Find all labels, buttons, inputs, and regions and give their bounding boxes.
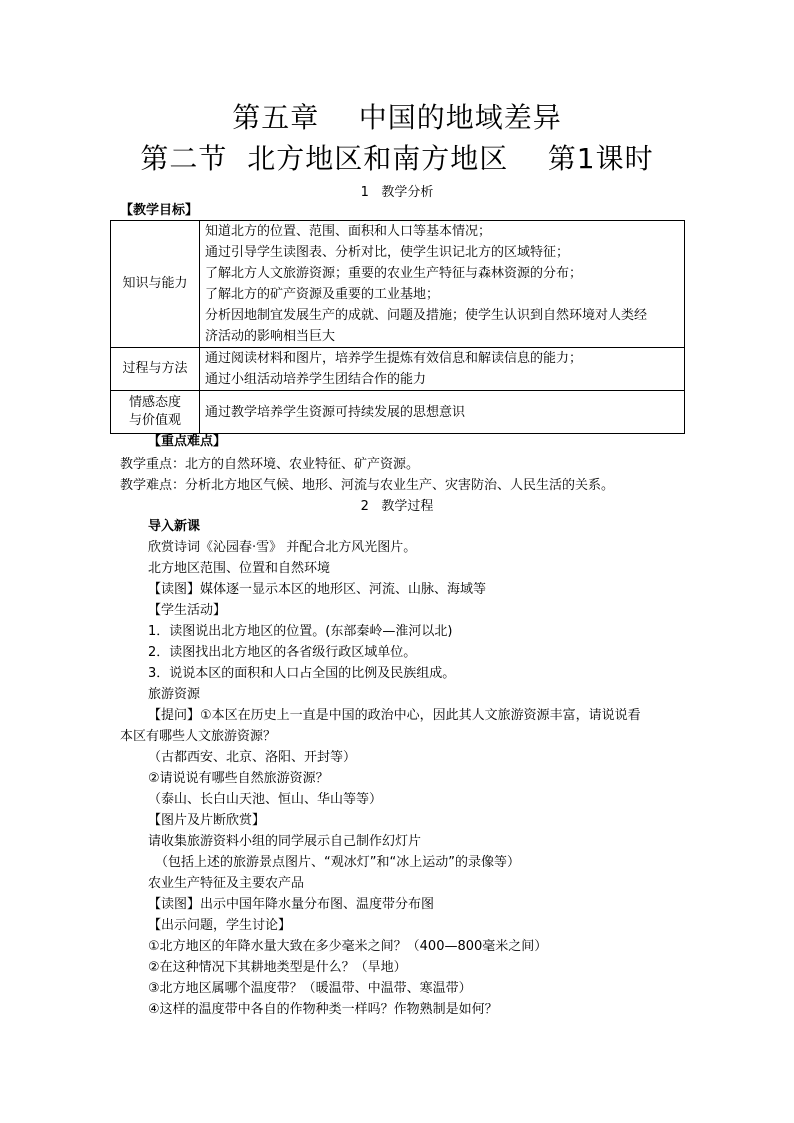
row-name-attitude: 情感态度 与价值观 bbox=[111, 391, 200, 434]
process-line: ③北方地区属哪个温度带？（暖温带、中温带、寒温带） bbox=[148, 981, 472, 996]
process-line: ④这样的温度带中各自的作物种类一样吗？作物熟制是如何？ bbox=[148, 1002, 498, 1017]
process-line: 【读图】出示中国年降水量分布图、温度带分布图 bbox=[148, 897, 435, 912]
section-title: 第二节 北方地区和南方地区 第1课时 bbox=[140, 142, 654, 175]
process-line: 北方地区范围、位置和自然环境 bbox=[148, 561, 331, 576]
list-item: 知道北方的位置、范围、面积和人口等基本情况； bbox=[205, 224, 492, 239]
list-item: 了解北方的矿产资源及重要的工业基地； bbox=[205, 287, 440, 302]
list-item: 通过阅读材料和图片，培养学生提炼有效信息和解读信息的能力； bbox=[205, 351, 583, 366]
row-content-process bbox=[200, 348, 685, 391]
teaching-focus: 教学重点：北方的自然环境、农业特征、矿产资源。 bbox=[120, 457, 420, 472]
process-line: 请收集旅游资料小组的同学展示自己制作幻灯片 bbox=[148, 834, 422, 849]
table-row bbox=[111, 221, 685, 348]
process-line: ②请说说有哪些自然旅游资源？ bbox=[148, 771, 329, 786]
row-name-knowledge: 知识与能力 bbox=[111, 221, 200, 348]
process-line: 【提问】①本区在历史上一直是中国的政治中心，因此其人文旅游资源丰富，请说说看 bbox=[148, 708, 641, 723]
list-item: 通过教学培养学生资源可持续发展的思想意识 bbox=[205, 404, 466, 420]
teaching-difficulty: 教学难点：分析北方地区气候、地形、河流与农业生产、灾害防治、人民生活的关系。 bbox=[120, 478, 615, 493]
chapter-title: 第五章 中国的地域差异 bbox=[232, 101, 562, 134]
part-heading-process: 2 教学过程 bbox=[360, 499, 434, 514]
row-content-knowledge bbox=[200, 221, 685, 348]
table-row bbox=[111, 391, 685, 434]
process-line: 旅游资源 bbox=[148, 687, 201, 702]
row-content-attitude bbox=[200, 391, 685, 434]
intro-heading: 导入新课 bbox=[148, 519, 201, 534]
process-line: 3．说说本区的面积和人口占全国的比例及民族组成。 bbox=[148, 666, 456, 681]
process-line: （古都西安、北京、洛阳、开封等） bbox=[148, 750, 357, 765]
process-line: 【读图】媒体逐一显示本区的地形区、河流、山脉、海域等 bbox=[148, 582, 487, 597]
part-heading-analysis: 1 教学分析 bbox=[360, 185, 434, 200]
list-item: 通过小组活动培养学生团结合作的能力 bbox=[205, 372, 427, 387]
table-row bbox=[111, 348, 685, 391]
process-line: 本区有哪些人文旅游资源？ bbox=[120, 729, 277, 744]
process-line: 2．读图找出北方地区的各省级行政区域单位。 bbox=[148, 645, 417, 660]
process-line: 农业生产特征及主要农产品 bbox=[148, 876, 305, 891]
objectives-label: 【教学目标】 bbox=[120, 203, 199, 218]
list-item: 通过引导学生读图表、分析对比，使学生识记北方的区域特征； bbox=[205, 245, 570, 260]
process-line: 【出示问题，学生讨论】 bbox=[148, 918, 292, 933]
list-item: 济活动的影响相当巨大 bbox=[205, 329, 336, 344]
process-line: ①北方地区的年降水量大致在多少毫米之间？（400—800毫米之间） bbox=[148, 939, 548, 954]
list-item: 分析因地制宜发展生产的成就、问题及措施；使学生认识到自然环境对人类经 bbox=[205, 308, 648, 323]
process-line: ②在这种情况下其耕地类型是什么？（旱地） bbox=[148, 960, 407, 975]
row-name-process: 过程与方法 bbox=[111, 348, 200, 391]
process-line: （包括上述的旅游景点图片、“观冰灯”和“冰上运动”的录像等） bbox=[155, 855, 520, 870]
objectives-table bbox=[110, 220, 685, 434]
key-points-label: 【重点难点】 bbox=[148, 434, 227, 449]
process-line: 欣赏诗词《沁园春·雪》 并配合北方风光图片。 bbox=[148, 540, 417, 555]
list-item: 了解北方人文旅游资源；重要的农业生产特征与森林资源的分布； bbox=[205, 266, 583, 281]
process-line: 1．读图说出北方地区的位置。(东部秦岭—淮河以北) bbox=[148, 624, 453, 639]
process-line: （泰山、长白山天池、恒山、华山等等） bbox=[148, 792, 383, 807]
process-line: 【图片及片断欣赏】 bbox=[148, 813, 266, 828]
process-line: 【学生活动】 bbox=[148, 603, 227, 618]
